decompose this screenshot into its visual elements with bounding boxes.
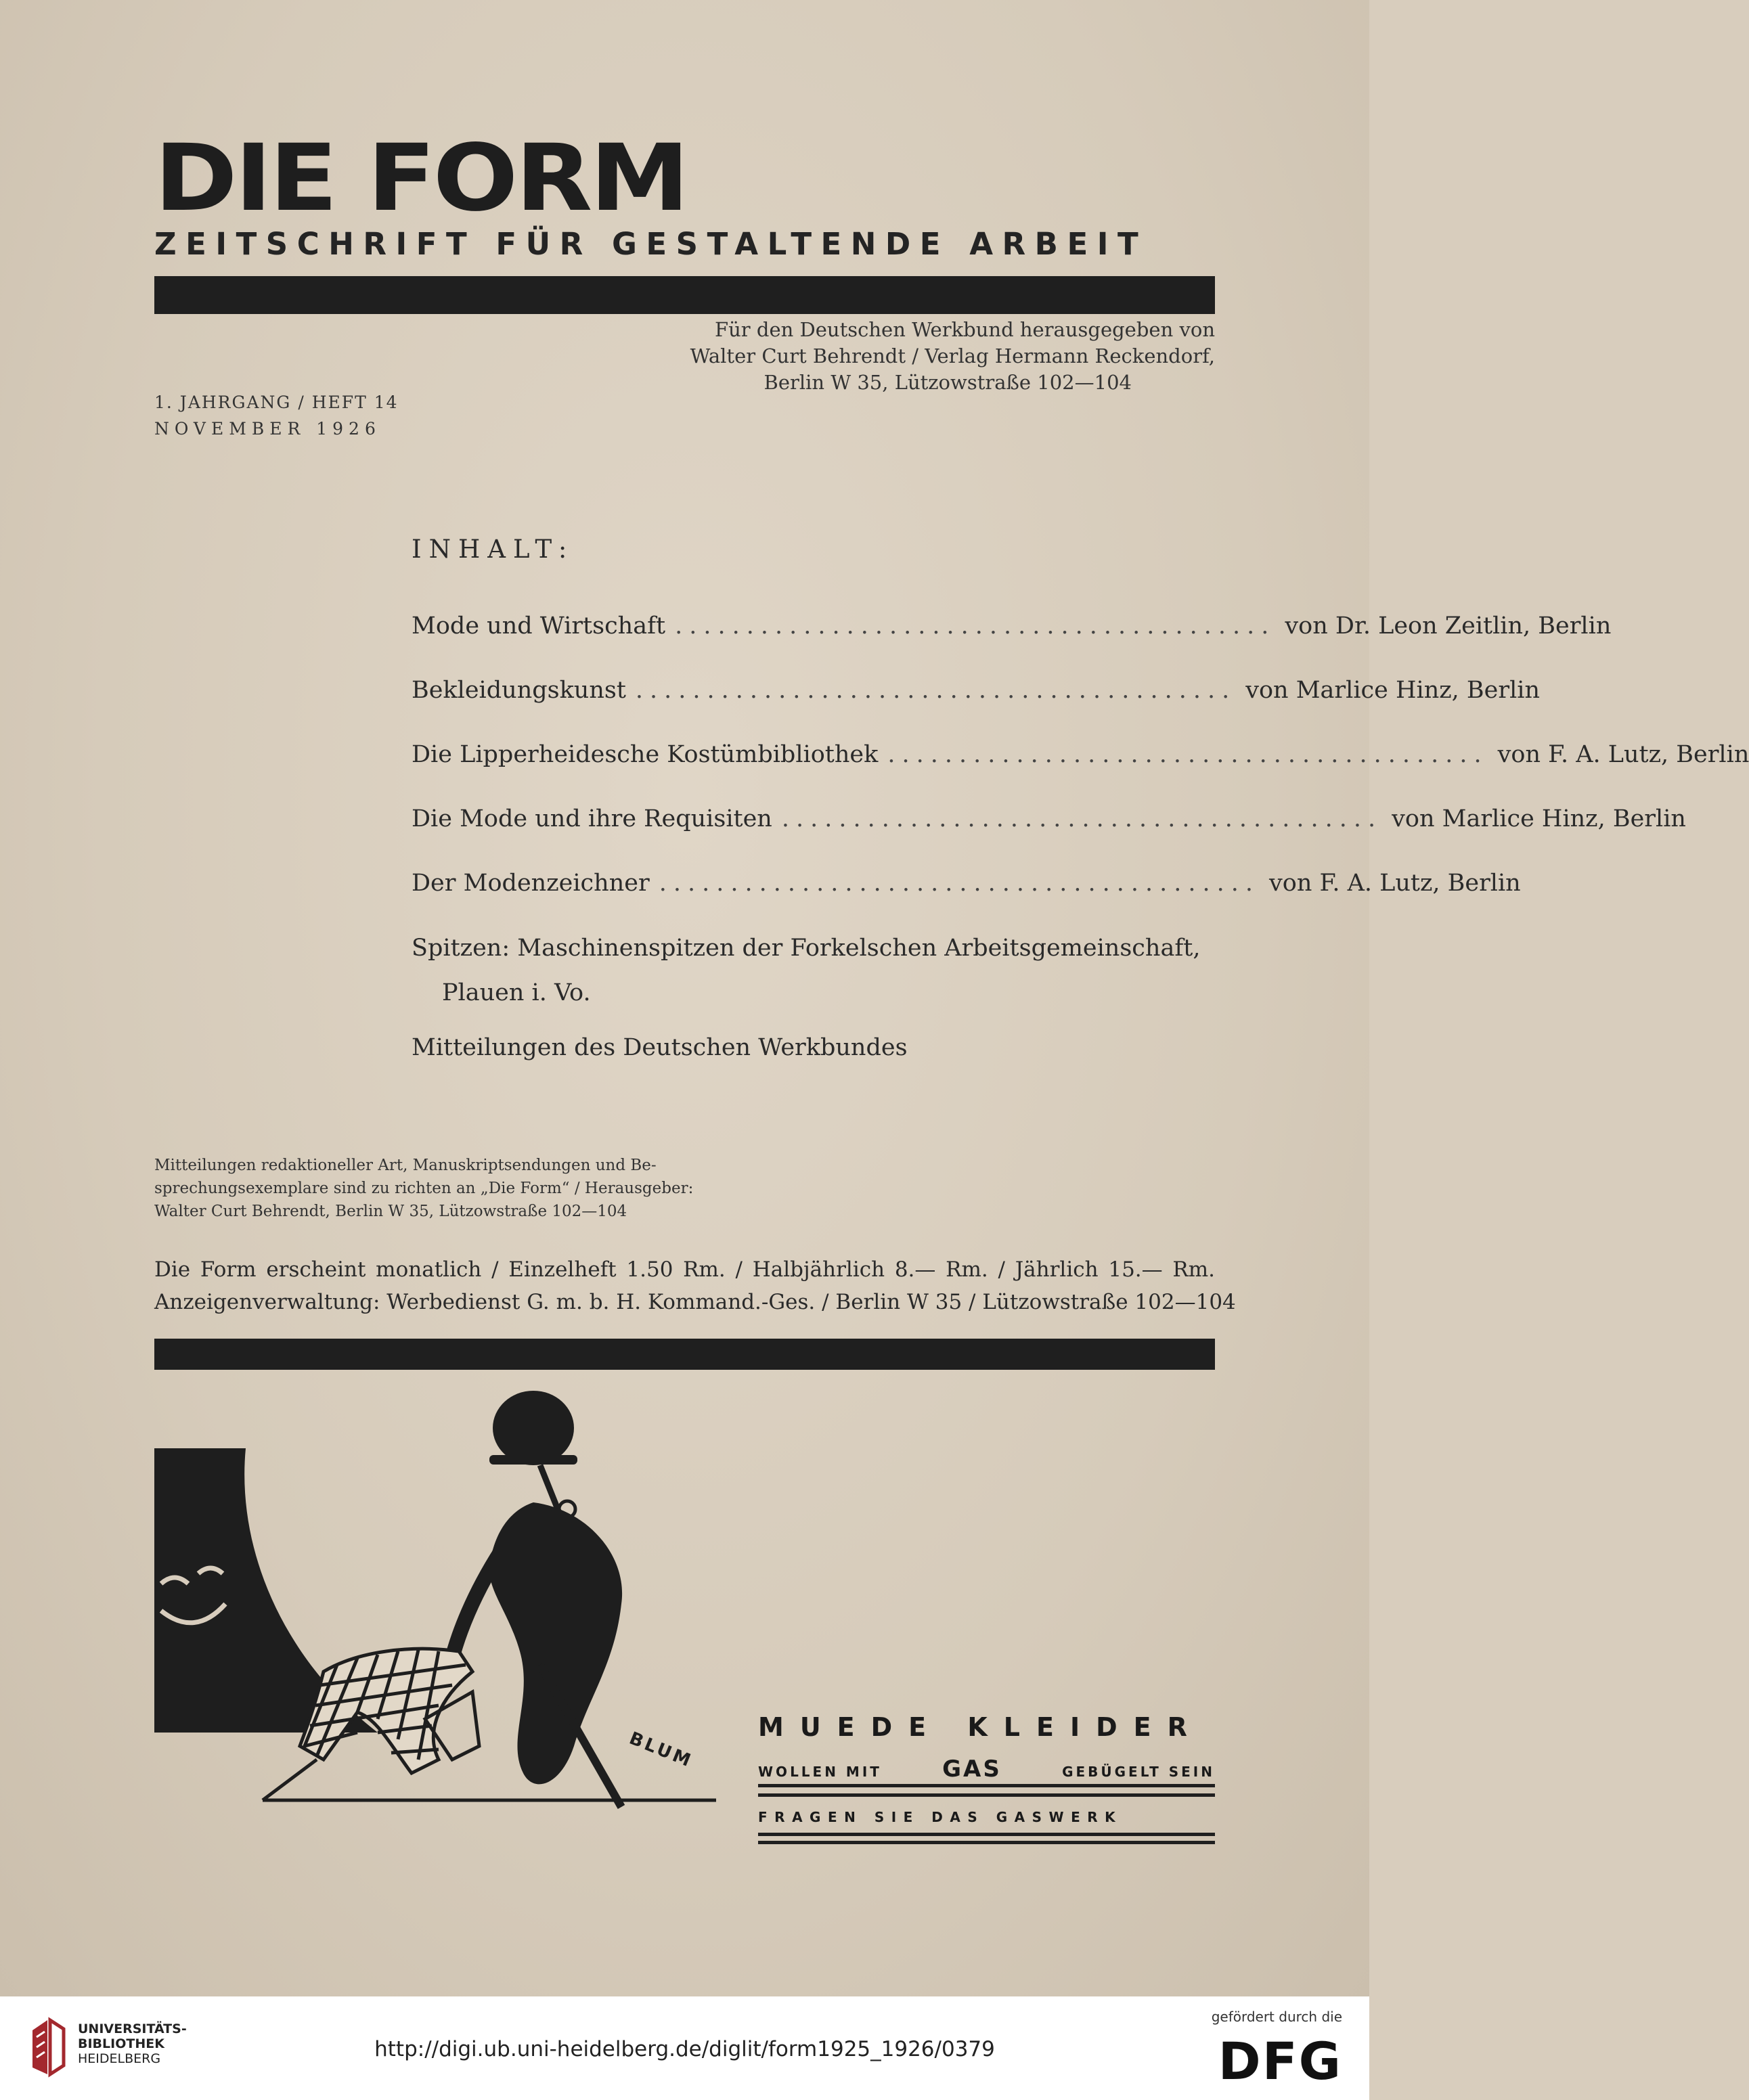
ad-subline-pre: WOLLEN MIT xyxy=(758,1764,882,1780)
toc-entry-author: von F. A. Lutz, Berlin xyxy=(1497,741,1749,768)
toc-entry-spitzen-line: Spitzen: Maschinenspitzen der Forkelschen Arbeitsgemeinschaft, xyxy=(412,935,1201,962)
ad-rule xyxy=(758,1793,1215,1797)
issue-volume: 1. JAHRGANG / HEFT 14 xyxy=(154,393,399,412)
toc-entry-author: von Marlice Hinz, Berlin xyxy=(1245,677,1541,704)
toc-entry-mitteilungen: Mitteilungen des Deutschen Werkbundes xyxy=(412,1034,908,1061)
ad-rule xyxy=(758,1841,1215,1844)
ad-subline-gas: GAS xyxy=(942,1756,1002,1783)
toc-entry xyxy=(412,677,1541,709)
magazine-subtitle: ZEITSCHRIFT FÜR GESTALTENDE ARBEIT xyxy=(154,226,1148,262)
editorial-note-line: Walter Curt Behrendt, Berlin W 35, Lützowstraße 102—104 xyxy=(154,1203,627,1220)
pricing-line: Anzeigenverwaltung: Werbedienst G. m. b. H. Kommand.-Ges. / Berlin W 35 / Lützowstraße 102—104 xyxy=(154,1290,1236,1314)
publisher-line: Für den Deutschen Werkbund herausgegeben von xyxy=(715,318,1215,341)
toc-entry-title: Der Modenzeichner xyxy=(412,870,650,897)
ad-subline xyxy=(758,1756,1215,1783)
middle-rule xyxy=(154,1339,1215,1370)
editorial-note xyxy=(154,1154,763,1223)
ad-subline-post: GEBÜGELT SEIN xyxy=(1062,1764,1215,1780)
toc-entry xyxy=(412,612,1612,645)
toc-entry-author: von F. A. Lutz, Berlin xyxy=(1268,870,1521,897)
ad-rule xyxy=(758,1784,1215,1787)
editorial-note-line: Mitteilungen redaktioneller Art, Manuskriptsendungen und Be- xyxy=(154,1157,657,1174)
toc-leader-dots: .......................................... xyxy=(887,741,1488,768)
issue-date: NOVEMBER 1926 xyxy=(154,419,381,439)
toc-leader-dots: .......................................... xyxy=(659,870,1260,897)
floor-line xyxy=(263,1760,716,1800)
toc-leader-dots: .......................................... xyxy=(781,805,1383,832)
pricing-info xyxy=(154,1253,1236,1318)
viewer-footer xyxy=(0,1996,1369,2100)
toc-entry xyxy=(412,870,1521,902)
toc-entry-title: Die Mode und ihre Requisiten xyxy=(412,805,772,832)
issue-info xyxy=(154,389,399,442)
library-name-line: UNIVERSITÄTS- xyxy=(78,2021,187,2036)
toc-entry-spitzen-line: Plauen i. Vo. xyxy=(442,979,591,1006)
library-name-line: BIBLIOTHEK xyxy=(78,2036,164,2051)
publisher-line: Walter Curt Behrendt / Verlag Hermann Reckendorf, xyxy=(690,344,1215,367)
table-of-contents xyxy=(412,612,1749,1061)
editorial-note-line: sprechungsexemplare sind zu richten an „Die Form“ / Herausgeber: xyxy=(154,1180,694,1197)
artist-signature: BLUM xyxy=(626,1728,696,1772)
hat-brim xyxy=(489,1455,577,1465)
ad-footer: FRAGEN SIE DAS GASWERK xyxy=(758,1809,1123,1825)
checkered-trousers xyxy=(300,1649,472,1773)
dfg-logo[interactable]: DFG xyxy=(1218,2031,1342,2091)
toc-entry-author: von Dr. Leon Zeitlin, Berlin xyxy=(1285,612,1612,640)
publisher-line: Berlin W 35, Lützowstraße 102—104 xyxy=(763,371,1132,394)
toc-entry-title: Mode und Wirtschaft xyxy=(412,612,666,640)
funding-label: gefördert durch die xyxy=(1211,2009,1342,2025)
toc-entry-author: von Marlice Hinz, Berlin xyxy=(1392,805,1686,832)
magazine-title: DIE FORM xyxy=(154,124,687,232)
header-rule xyxy=(154,276,1215,314)
permalink-url[interactable]: http://digi.ub.uni-heidelberg.de/diglit/form1925_1926/0379 xyxy=(374,2037,995,2061)
toc-entry xyxy=(412,805,1686,838)
figure-coat xyxy=(489,1502,623,1784)
toc-entry xyxy=(412,741,1749,774)
toc-leader-dots: .......................................... xyxy=(675,612,1276,640)
ad-headline: MUEDE KLEIDER xyxy=(758,1712,1203,1742)
library-name-line: HEIDELBERG xyxy=(78,2051,161,2066)
toc-entry-title: Bekleidungskunst xyxy=(412,677,626,704)
hat xyxy=(493,1391,574,1465)
pricing-line: Die Form erscheint monatlich / Einzelheft 1.50 Rm. / Halbjährlich 8.— Rm. / Jährlich 15.— Rm. xyxy=(154,1257,1215,1282)
toc-leader-dots: .......................................... xyxy=(635,677,1237,704)
toc-entry-title: Die Lipperheidesche Kostümbibliothek xyxy=(412,741,879,768)
ad-illustration xyxy=(154,1381,723,1820)
contents-heading: INHALT: xyxy=(412,535,575,564)
toc-entry-spitzen xyxy=(412,926,1215,1015)
publisher-block xyxy=(538,317,1215,396)
ad-rule xyxy=(758,1833,1215,1836)
